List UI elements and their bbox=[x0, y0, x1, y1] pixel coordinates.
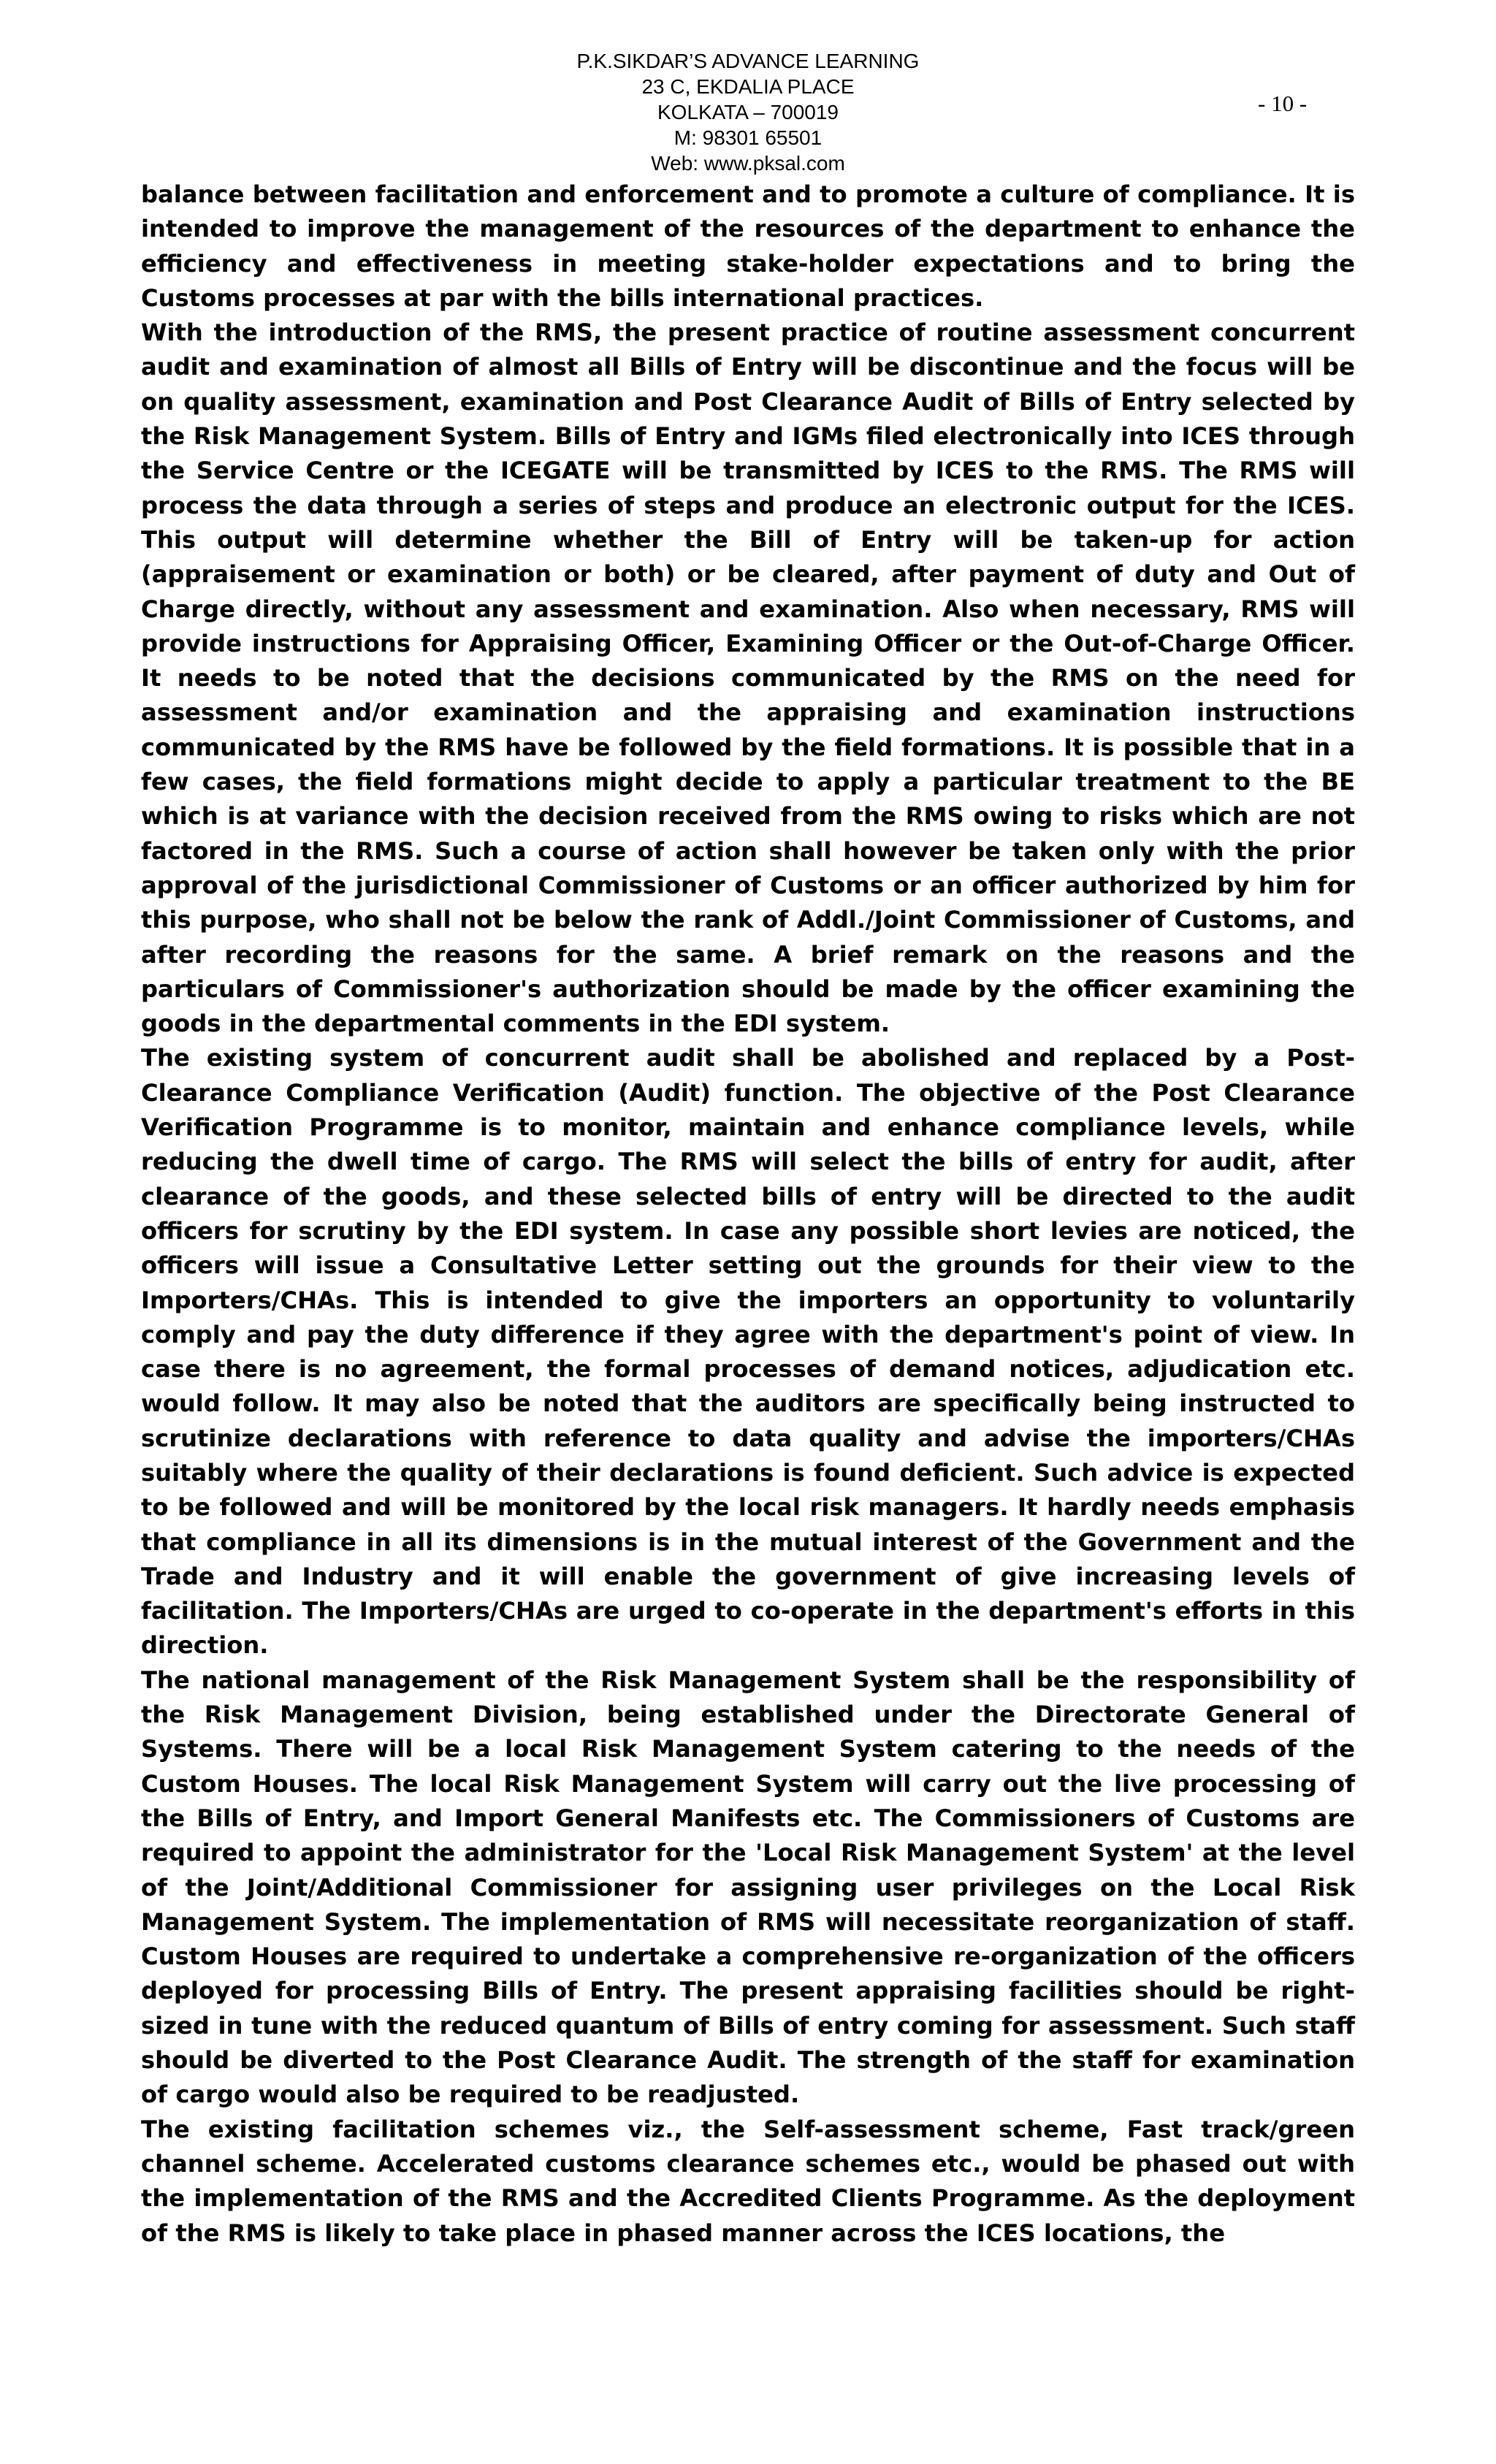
header-city-line: KOLKATA – 700019 bbox=[657, 101, 839, 123]
page-number: - 10 - bbox=[1258, 91, 1308, 116]
header-institute-name: P.K.SIKDAR’S ADVANCE LEARNING bbox=[576, 50, 920, 72]
header-address-line: 23 C, EKDALIA PLACE bbox=[641, 75, 855, 98]
header-phone: M: 98301 65501 bbox=[673, 126, 823, 149]
paragraph: With the introduction of the RMS, the present practice of routine assessment concurrent audit and examination of almost all Bills of Entry will be discontinue and the focus will be on quality assessment, examination and Post Clearance Audit of Bills of Entry selected by the Risk Management System. Bills of Entry and IGMs filed electronically into ICES through the Service Centre or the ICEGATE will be transmitted by ICES to the RMS. The RMS will process the data through a series of steps and produce an electronic output for the ICES. This output will determine whether the Bill of Entry will be taken-up for action (appraisement or examination or both) or be cleared, after payment of duty and Out of Charge directly, without any assessment and examination. Also when necessary, RMS will provide instructions for Appraising Officer, Examining Officer or the Out-of-Charge Officer. It needs to be noted that the decisions communicated by the RMS on the need for assessment and/or examination and the appraising and examination instructions communicated by the RMS have be followed by the field formations. It is possible that in a few cases, the field formations might decide to apply a particular treatment to the BE which is at variance with the decision received from the RMS owing to risks which are not factored in the RMS. Such a course of action shall however be taken only with the prior approval of the jurisdictional Commissioner of Customs or an officer authorized by him for this purpose, who shall not be below the rank of Addl./Joint Commissioner of Customs, and after recording the reasons for the same. A brief remark on the reasons and the particulars of Commissioner's authorization should be made by the officer examining the goods in the departmental comments in the EDI system. bbox=[141, 319, 1355, 1038]
paragraph: The existing facilitation schemes viz., the Self-assessment scheme, Fast track/green channel scheme. Accelerated customs clearance schemes etc., would be phased out with the implementation of the RMS and the Accredited Clients Programme. As the deployment of the RMS is likely to take place in phased manner across the ICES locations, the bbox=[141, 2115, 1355, 2247]
paragraph: The existing system of concurrent audit shall be abolished and replaced by a Post-Clearance Compliance Verification (Audit) function. The objective of the Post Clearance Verification Programme is to monitor, maintain and enhance compliance levels, while reducing the dwell time of cargo. The RMS will select the bills of entry for audit, after clearance of the goods, and these selected bills of entry will be directed to the audit officers for scrutiny by the EDI system. In case any possible short levies are noticed, the officers will issue a Consultative Letter setting out the grounds for their view to the Importers/CHAs. This is intended to give the importers an opportunity to voluntarily comply and pay the duty difference if they agree with the department's point of view. In case there is no agreement, the formal processes of demand notices, adjudication etc. would follow. It may also be noted that the auditors are specifically being instructed to scrutinize declarations with reference to data quality and advise the importers/CHAs suitably where the quality of their declarations is found deficient. Such advice is expected to be followed and will be monitored by the local risk managers. It hardly needs emphasis that compliance in all its dimensions is in the mutual interest of the Government and the Trade and Industry and it will enable the government of give increasing levels of facilitation. The Importers/CHAs are urged to co-operate in the department's efforts in this direction. bbox=[141, 1044, 1355, 1660]
paragraph: The national management of the Risk Management System shall be the responsibility of the Risk Management Division, being established under the Directorate General of Systems. There will be a local Risk Management System catering to the needs of the Custom Houses. The local Risk Management System will carry out the live processing of the Bills of Entry, and Import General Manifests etc. The Commissioners of Customs are required to appoint the administrator for the 'Local Risk Management System' at the level of the Joint/Additional Commissioner for assigning user privileges on the Local Risk Management System. The implementation of RMS will necessitate reorganization of staff. Custom Houses are required to undertake a comprehensive re-organization of the officers deployed for processing Bills of Entry. The present appraising facilities should be right-sized in tune with the reduced quantum of Bills of entry coming for assessment. Such staff should be diverted to the Post Clearance Audit. The strength of the staff for examination of cargo would also be required to be readjusted. bbox=[141, 1666, 1355, 2109]
paragraph: balance between facilitation and enforcement and to promote a culture of compliance. It is intended to improve the management of the resources of the department to enhance the efficiency and effectiveness in meeting stake-holder expectations and to bring the Customs processes at par with the bills international practices. bbox=[141, 180, 1355, 312]
header-website: Web: www.pksal.com bbox=[651, 152, 845, 175]
document-body bbox=[141, 178, 1355, 2251]
